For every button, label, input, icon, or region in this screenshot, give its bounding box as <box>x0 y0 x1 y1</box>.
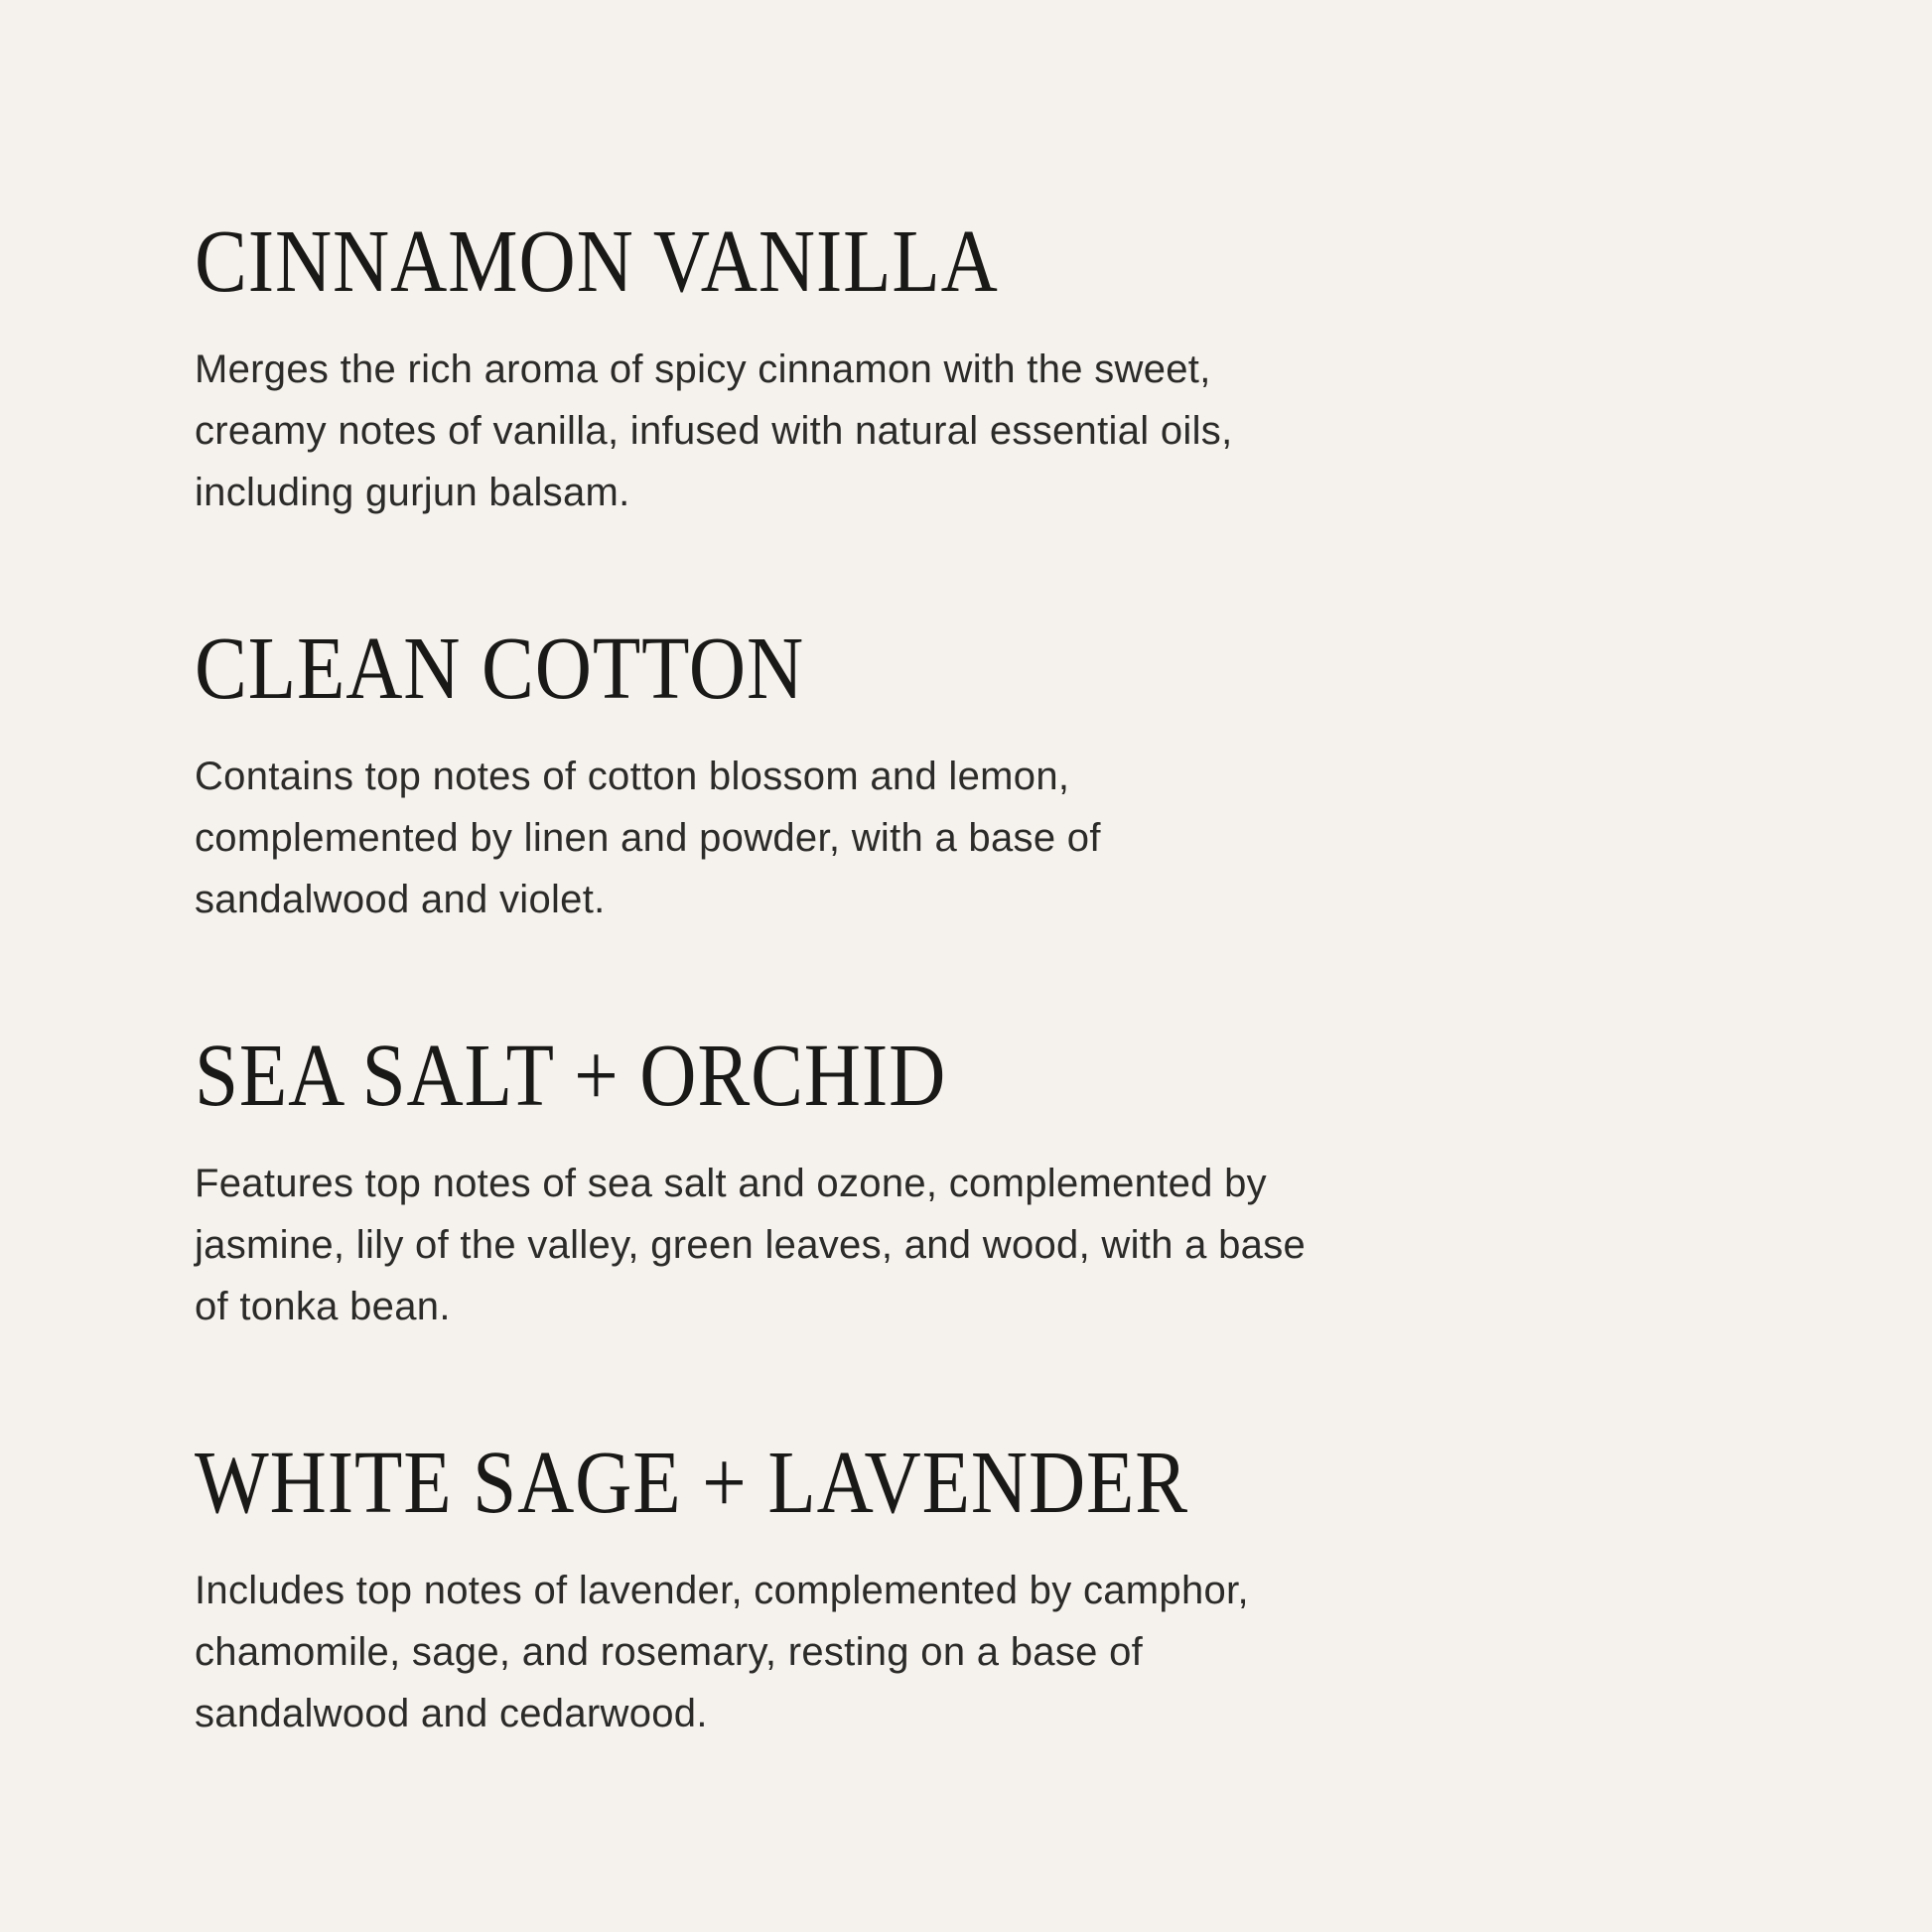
description-line: jasmine, lily of the valley, green leaves, and wood, with a base <box>195 1223 1307 1267</box>
description-line: Contains top notes of cotton blossom and lemon, <box>195 755 1070 798</box>
scent-title: CINNAMON VANILLA <box>195 212 999 311</box>
scent-title: CLEAN COTTON <box>195 620 805 718</box>
scent-description <box>195 1560 1813 1744</box>
description-line: Merges the rich aroma of spicy cinnamon with the sweet, <box>195 347 1211 391</box>
description-line: sandalwood and violet. <box>195 878 606 921</box>
description-line: Includes top notes of lavender, complemented by camphor, <box>195 1569 1249 1612</box>
description-line: complemented by linen and powder, with a base of <box>195 816 1101 860</box>
description-line: chamomile, sage, and rosemary, resting on a base of <box>195 1630 1144 1674</box>
description-line: creamy notes of vanilla, infused with natural essential oils, <box>195 409 1233 453</box>
scent-section-white-sage-lavender <box>195 1434 1813 1744</box>
scent-description <box>195 746 1813 930</box>
scent-description <box>195 339 1813 523</box>
scent-title: SEA SALT + ORCHID <box>195 1027 947 1125</box>
description-line: of tonka bean. <box>195 1285 451 1328</box>
scent-section-clean-cotton <box>195 620 1813 930</box>
scent-description <box>195 1153 1813 1337</box>
description-line: sandalwood and cedarwood. <box>195 1692 708 1735</box>
scent-title: WHITE SAGE + LAVENDER <box>195 1434 1188 1532</box>
description-line: including gurjun balsam. <box>195 471 630 514</box>
scent-section-cinnamon-vanilla <box>195 212 1813 523</box>
description-line: Features top notes of sea salt and ozone, complemented by <box>195 1162 1267 1205</box>
scent-section-sea-salt-orchid <box>195 1027 1813 1337</box>
